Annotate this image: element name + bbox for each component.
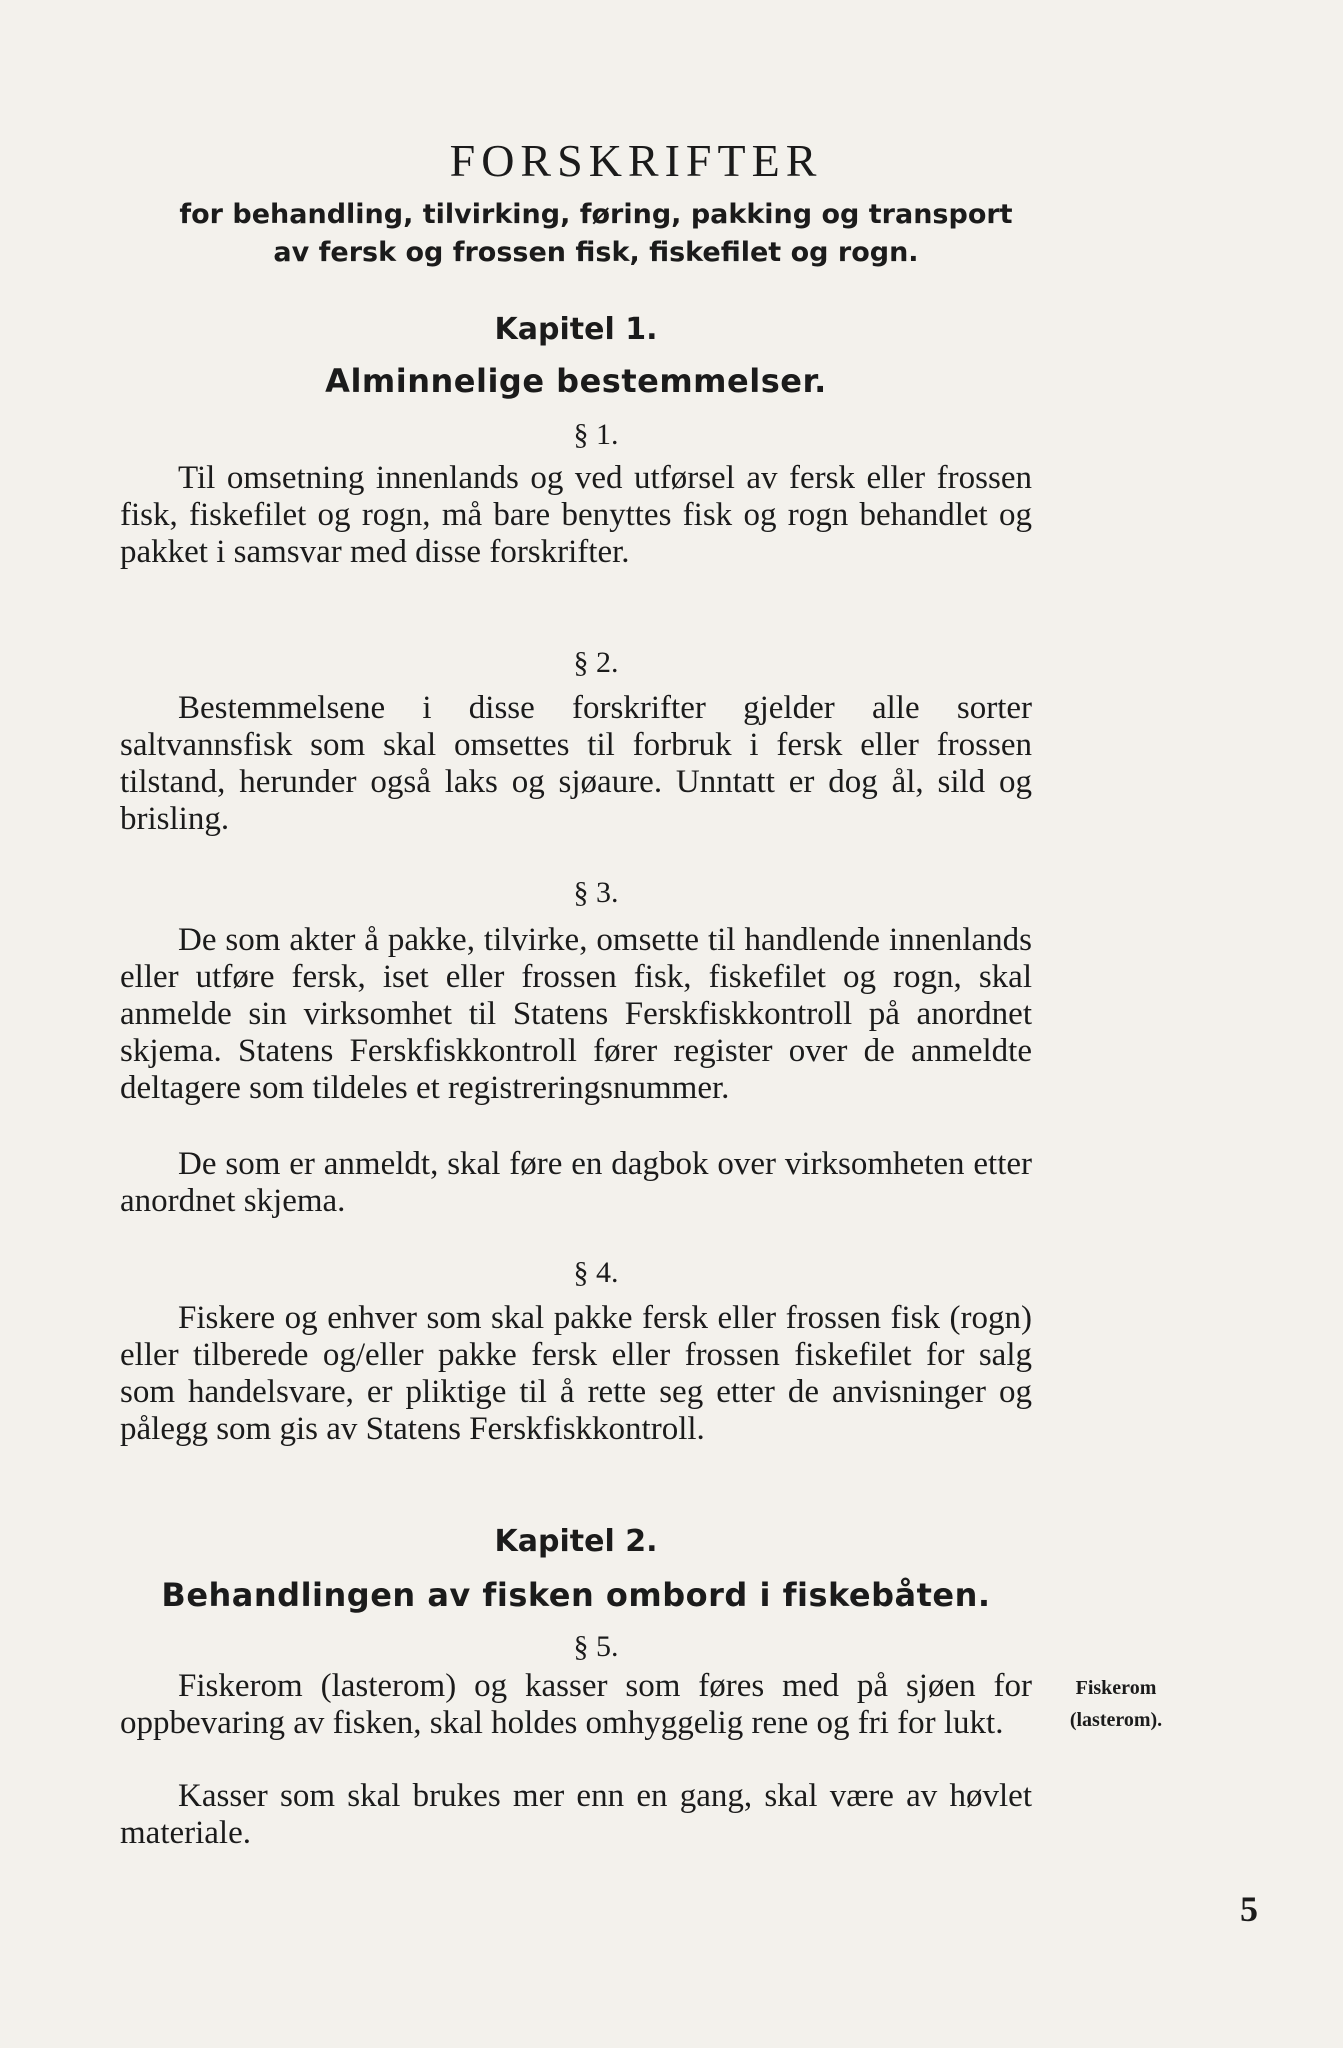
chapter-1-name: Alminnelige bestemmelser. bbox=[325, 362, 827, 400]
subtitle-line-1: for behandling, tilvirking, føring, pakking og transport bbox=[179, 199, 1013, 230]
section-4-mark: § 4. bbox=[573, 1256, 619, 1289]
section-4-paragraph: Fiskere og enhver som skal pakke fersk eller frossen fisk (rogn) eller tilberede og/eller pakke fersk eller frossen fiskefilet for salg som handelsvare, er pliktige til å rette seg etter de anvisninger og pålegg som gis av Statens Ferskfiskkontroll. bbox=[120, 1300, 1032, 1447]
section-5-paragraph-2: Kasser som skal brukes mer enn en gang, skal være av høvlet materiale. bbox=[120, 1778, 1032, 1851]
section-3-paragraph-2: De som er anmeldt, skal føre en dagbok over virksomheten etter anordnet skjema. bbox=[120, 1146, 1032, 1219]
margin-note-line-2: (lasterom). bbox=[1069, 1709, 1163, 1731]
document-subtitle bbox=[140, 196, 1052, 272]
margin-note-fiskerom bbox=[1046, 1672, 1186, 1736]
section-3-paragraph-1: De som akter å pakke, tilvirke, omsette til handlende innenlands eller utføre fersk, iset eller frossen fisk, fiskefilet og rogn, skal anmelde sin virksomhet til Statens Ferskfiskkontroll på anordnet skjema. Statens Ferskfiskkontroll fører register over de anmeldte deltagere som tildeles et registreringsnummer. bbox=[120, 922, 1032, 1106]
page-number: 5 bbox=[1240, 1889, 1258, 1929]
section-3-mark: § 3. bbox=[573, 876, 619, 909]
section-1-paragraph: Til omsetning innenlands og ved utførsel av fersk eller frossen fisk, fiskefilet og rogn, må bare benyttes fisk og rogn behandlet og pakket i samsvar med disse forskrifter. bbox=[120, 460, 1032, 570]
section-1-mark: § 1. bbox=[573, 418, 619, 451]
chapter-1-label: Kapitel 1. bbox=[494, 312, 658, 347]
section-2-paragraph: Bestemmelsene i disse forskrifter gjelder alle sorter saltvannsfisk som skal omsettes til forbruk i fersk eller frossen tilstand, herunder også laks og sjøaure. Unntatt er dog ål, sild og brisling. bbox=[120, 690, 1032, 837]
chapter-2-name: Behandlingen av fisken ombord i fiskebåten. bbox=[161, 1576, 991, 1614]
section-2-mark: § 2. bbox=[573, 646, 619, 679]
section-5-mark: § 5. bbox=[573, 1630, 619, 1663]
section-5-paragraph-1: Fiskerom (lasterom) og kasser som føres med på sjøen for oppbevaring av fisken, skal holdes omhyggelig rene og fri for lukt. bbox=[120, 1668, 1032, 1741]
margin-note-line-1: Fiskerom bbox=[1075, 1677, 1157, 1699]
chapter-2-label: Kapitel 2. bbox=[494, 1524, 658, 1559]
document-title: FORSKRIFTER bbox=[449, 135, 823, 186]
subtitle-line-2: av fersk og frossen fisk, fiskefilet og rogn. bbox=[273, 237, 919, 268]
